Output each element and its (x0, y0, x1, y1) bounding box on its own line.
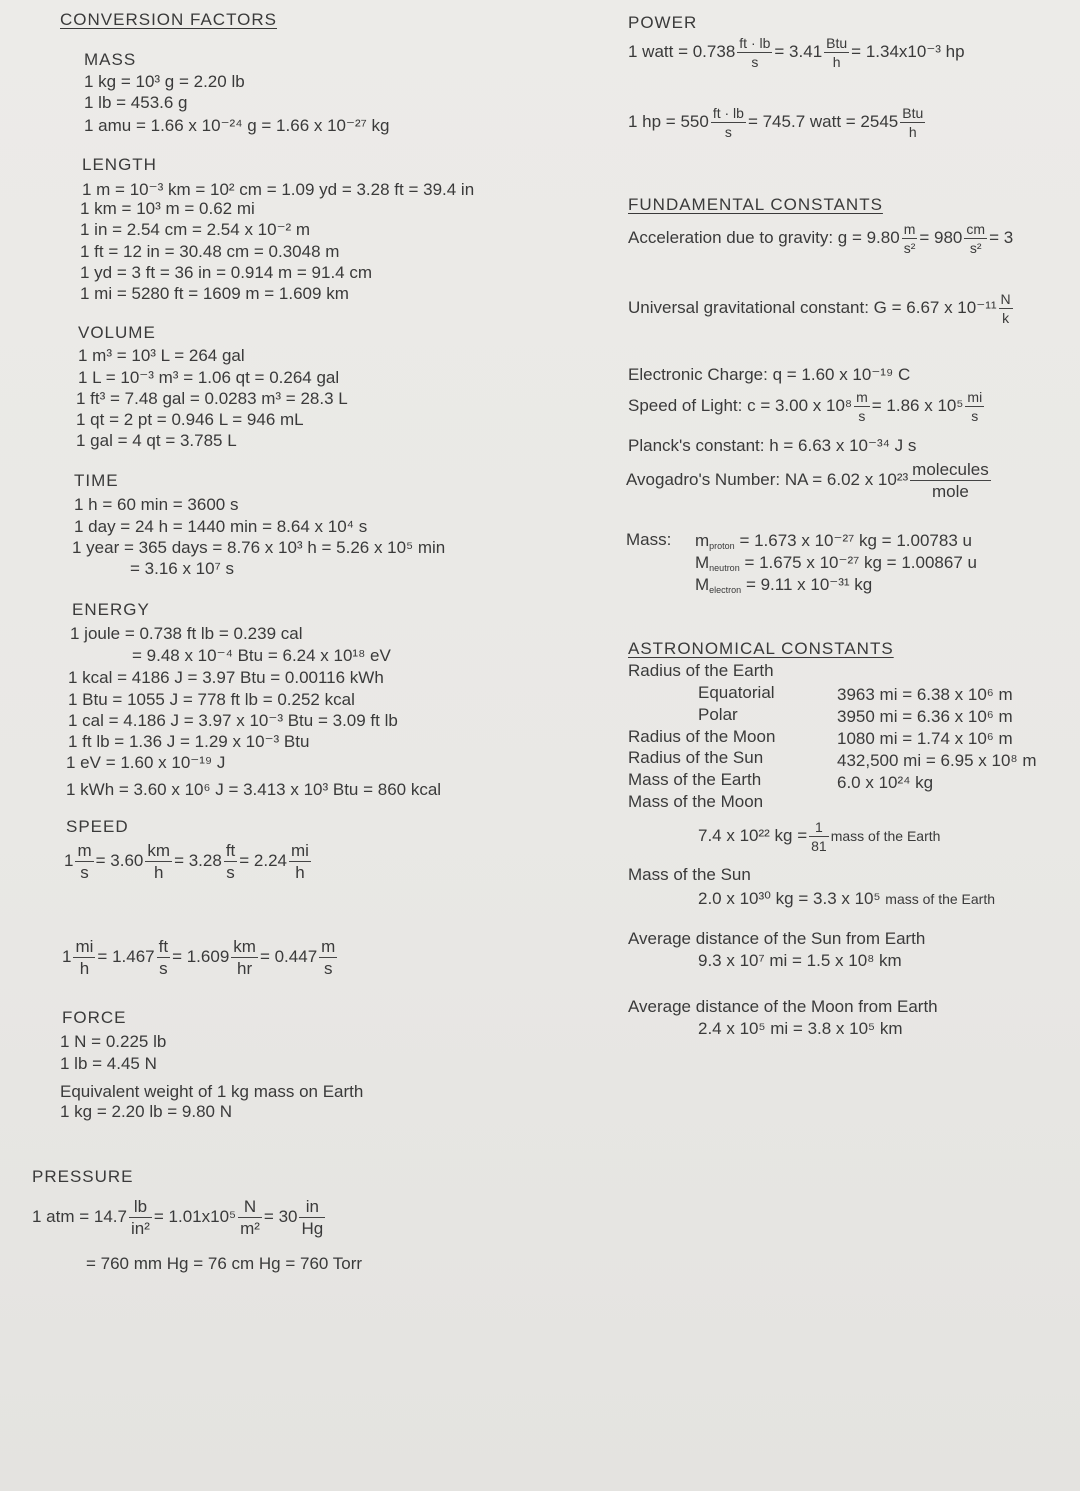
energy-line-1: 1 joule = 0.738 ft lb = 0.239 cal (70, 624, 303, 643)
equatorial-value: 3963 mi = 6.38 x 10⁶ m (837, 685, 1013, 704)
light-frac-mi-s: $\frac{mi}{s}$ (967, 389, 983, 424)
polar-label: Polar (698, 705, 738, 724)
mass-moon-value-line: 7.4 x 10²² kg = $\frac{1}{81}$ mass of the Earth (698, 819, 941, 854)
speed-frac-m-s: $\frac{m}{s}$ (77, 841, 92, 882)
speed-heading: SPEED (66, 817, 129, 836)
equatorial-label: Equatorial (698, 683, 775, 702)
time-line-3: 1 year = 365 days = 8.76 x 10³ h = 5.26 x 10⁵ min (72, 538, 446, 557)
force-heading: FORCE (62, 1008, 127, 1027)
gravitational-frac: $\frac{N}{k}$ (1000, 291, 1011, 326)
mass-moon-frac: $\frac{1}{81}$ (811, 819, 827, 854)
mass-sun-label: Mass of the Sun (628, 865, 751, 884)
volume-line-3: 1 ft³ = 7.48 gal = 0.0283 m³ = 28.3 L (76, 389, 348, 408)
energy-line-7: 1 eV = 1.60 x 10⁻¹⁹ J (66, 753, 226, 772)
energy-line-6: 1 ft lb = 1.36 J = 1.29 x 10⁻³ Btu (68, 732, 310, 751)
speed-frac-mi-h: $\frac{mi}{h}$ (291, 841, 309, 882)
neutron-mass-line: $M_{neutron} = 1.675$ x 10⁻²⁷ kg = 1.00867 u (695, 553, 977, 573)
energy-line-8: 1 kWh = 3.60 x 10⁶ J = 3.413 x 10³ Btu = 860 kcal (66, 780, 442, 799)
speed-of-light-line: Speed of Light: c = 3.00 x 10⁸ $\frac{m}{s}$ = 1.86 x 10⁵ $\frac{mi}{s}$ (628, 389, 983, 424)
pressure-frac-lb-in2: $\frac{lb}{\text{in²}}$ (130, 1197, 150, 1238)
volume-heading: VOLUME (78, 323, 156, 342)
polar-value: 3950 mi = 6.36 x 10⁶ m (837, 707, 1013, 726)
page-title: CONVERSION FACTORS (60, 10, 277, 29)
mass-earth-value: 6.0 x 10²⁴ kg (837, 773, 934, 792)
pressure-line-1: 1 atm = 14.7 $\frac{lb}{\text{in²}}$ = 1.01x10⁵ $\frac{N}{\text{m²}}$ = 30 $\frac{in}{Hg}$ (32, 1197, 324, 1238)
mass-line-2: 1 lb = 453.6 g (84, 93, 188, 112)
length-line-2: 1 km = 10³ m = 0.62 mi (80, 199, 255, 218)
volume-line-5: 1 gal = 4 qt = 3.785 L (76, 431, 237, 450)
time-line-4: = 3.16 x 10⁷ s (130, 559, 234, 578)
speed-frac-mi-h-2: $\frac{mi}{h}$ (75, 937, 94, 978)
proton-mass-line: $m_{proton} = 1.673$ x 10⁻²⁷ kg = 1.00783 u (695, 531, 972, 551)
avogadro-line: Avogadro's Number: NA = 6.02 x 10²³ $\frac{\text{molecules}}{\text{mole}}$ (626, 460, 989, 501)
mass-line-3: 1 amu = 1.66 x 10⁻²⁴ g = 1.66 x 10⁻²⁷ kg (84, 116, 390, 135)
distance-moon-value: 2.4 x 10⁵ mi = 3.8 x 10⁵ km (698, 1019, 903, 1038)
planck-line: Planck's constant: h = 6.63 x 10⁻³⁴ J s (628, 436, 917, 455)
gravity-frac-m-s2: $\frac{m}{\text{s²}}$ (903, 221, 916, 256)
power-frac-btu-h: $\frac{\text{Btu}}{h}$ (826, 35, 848, 70)
length-line-4: 1 ft = 12 in = 30.48 cm = 0.3048 m (80, 242, 340, 261)
time-line-1: 1 h = 60 min = 3600 s (74, 495, 239, 514)
distance-sun-label: Average distance of the Sun from Earth (628, 929, 926, 948)
speed-frac-km-h: $\frac{km}{h}$ (147, 841, 171, 882)
speed-frac-ft-s: $\frac{ft}{s}$ (225, 841, 236, 882)
radius-moon-value: 1080 mi = 1.74 x 10⁶ m (837, 729, 1013, 748)
force-line-4: 1 kg = 2.20 lb = 9.80 N (60, 1102, 233, 1121)
pressure-line-2: = 760 mm Hg = 76 cm Hg = 760 Torr (86, 1254, 363, 1273)
speed-frac-m-s-2: $\frac{m}{s}$ (321, 937, 336, 978)
energy-line-4: 1 Btu = 1055 J = 778 ft lb = 0.252 kcal (68, 690, 355, 709)
avogadro-frac: $\frac{\text{molecules}}{\text{mole}}$ (912, 460, 989, 501)
power-watt-line: 1 watt = 0.738 $\frac{ft \cdot lb}{s}$ = 3.41 $\frac{\text{Btu}}{h}$ = 1.34x10⁻³ hp (628, 35, 965, 70)
time-line-2: 1 day = 24 h = 1440 min = 8.64 x 10⁴ s (74, 517, 368, 536)
gravity-line: Acceleration due to gravity: g = 9.80 $\frac{m}{\text{s²}}$ = 980 $\frac{cm}{\text{s²}}$ = 3 (628, 221, 1014, 256)
energy-line-3: 1 kcal = 4186 J = 3.97 Btu = 0.00116 kWh (68, 668, 384, 687)
pressure-heading: PRESSURE (32, 1167, 134, 1186)
volume-line-1: 1 m³ = 10³ L = 264 gal (78, 346, 245, 365)
length-line-3: 1 in = 2.54 cm = 2.54 x 10⁻² m (80, 220, 311, 239)
radius-sun-label: Radius of the Sun (628, 748, 764, 767)
electron-mass-line: $M_{electron} = 9.11$ x 10⁻³¹ kg (695, 575, 873, 595)
volume-line-2: 1 L = 10⁻³ m³ = 1.06 qt = 0.264 gal (78, 368, 340, 387)
power-frac-ftlb-s-2: $\frac{ft \cdot lb}{s}$ (712, 105, 744, 140)
length-heading: LENGTH (82, 155, 157, 174)
gravity-frac-cm-s2: $\frac{cm}{\text{s²}}$ (966, 221, 986, 256)
light-frac-m-s: $\frac{m}{s}$ (856, 389, 868, 424)
mass-line-1: 1 kg = 10³ g = 2.20 lb (84, 72, 245, 91)
length-line-1: 1 m = 10⁻³ km = 10² cm = 1.09 yd = 3.28 ft = 39.4 in (82, 180, 475, 199)
mass-moon-label: Mass of the Moon (628, 792, 764, 811)
speed-row-2: 1 $\frac{mi}{h}$ = 1.467 $\frac{ft}{s}$ = 1.609 $\frac{km}{hr}$ = 0.447 $\frac{m}{s}$ (62, 937, 336, 978)
power-frac-btu-h-2: $\frac{\text{Btu}}{h}$ (902, 105, 924, 140)
fundamental-heading: FUNDAMENTAL CONSTANTS (628, 195, 883, 214)
force-line-3: Equivalent weight of 1 kg mass on Earth (60, 1082, 364, 1101)
electronic-charge-line: Electronic Charge: q = 1.60 x 10⁻¹⁹ C (628, 365, 911, 384)
mass-sun-value-line: 2.0 x 10³⁰ kg = 3.3 x 10⁵ mass of the Earth (698, 889, 996, 908)
time-heading: TIME (74, 471, 119, 490)
speed-frac-km-hr: $\frac{km}{hr}$ (233, 937, 256, 978)
mass-heading: MASS (84, 50, 137, 69)
gravitational-constant-line: Universal gravitational constant: G = 6.67 x 10⁻¹¹ $\frac{N}{k}$ (628, 291, 1011, 326)
particle-mass-label: Mass: (626, 530, 672, 549)
radius-earth-label: Radius of the Earth (628, 661, 774, 680)
radius-moon-label: Radius of the Moon (628, 727, 776, 746)
energy-line-5: 1 cal = 4.186 J = 3.97 x 10⁻³ Btu = 3.09 ft lb (68, 711, 398, 730)
volume-line-4: 1 qt = 2 pt = 0.946 L = 946 mL (76, 410, 304, 429)
right-column (560, 0, 1080, 1491)
distance-sun-value: 9.3 x 10⁷ mi = 1.5 x 10⁸ km (698, 951, 902, 970)
power-hp-line: 1 hp = 550 $\frac{ft \cdot lb}{s}$ = 745.7 watt = 2545 $\frac{\text{Btu}}{h}$ (628, 105, 924, 140)
astronomical-heading: ASTRONOMICAL CONSTANTS (628, 639, 894, 658)
mass-earth-label: Mass of the Earth (628, 770, 762, 789)
pressure-frac-in-hg: $\frac{in}{Hg}$ (301, 1197, 324, 1238)
energy-line-2: = 9.48 x 10⁻⁴ Btu = 6.24 x 10¹⁸ eV (132, 646, 391, 665)
force-line-1: 1 N = 0.225 lb (60, 1032, 167, 1051)
power-heading: POWER (628, 13, 698, 32)
length-line-5: 1 yd = 3 ft = 36 in = 0.914 m = 91.4 cm (80, 263, 373, 282)
power-frac-ftlb-s: $\frac{ft \cdot lb}{s}$ (739, 35, 771, 70)
force-line-2: 1 lb = 4.45 N (60, 1054, 157, 1073)
energy-heading: ENERGY (72, 600, 150, 619)
speed-frac-ft-s-2: $\frac{ft}{s}$ (158, 937, 169, 978)
radius-sun-value: 432,500 mi = 6.95 x 10⁸ m (837, 751, 1037, 770)
distance-moon-label: Average distance of the Moon from Earth (628, 997, 938, 1016)
length-line-6: 1 mi = 5280 ft = 1609 m = 1.609 km (80, 284, 349, 303)
pressure-frac-n-m2: $\frac{N}{\text{m²}}$ (240, 1197, 260, 1238)
speed-row-1: 1 $\frac{m}{s}$ = 3.60 $\frac{km}{h}$ = 3.28 $\frac{ft}{s}$ = 2.24 $\frac{mi}{h}$ (64, 841, 309, 882)
